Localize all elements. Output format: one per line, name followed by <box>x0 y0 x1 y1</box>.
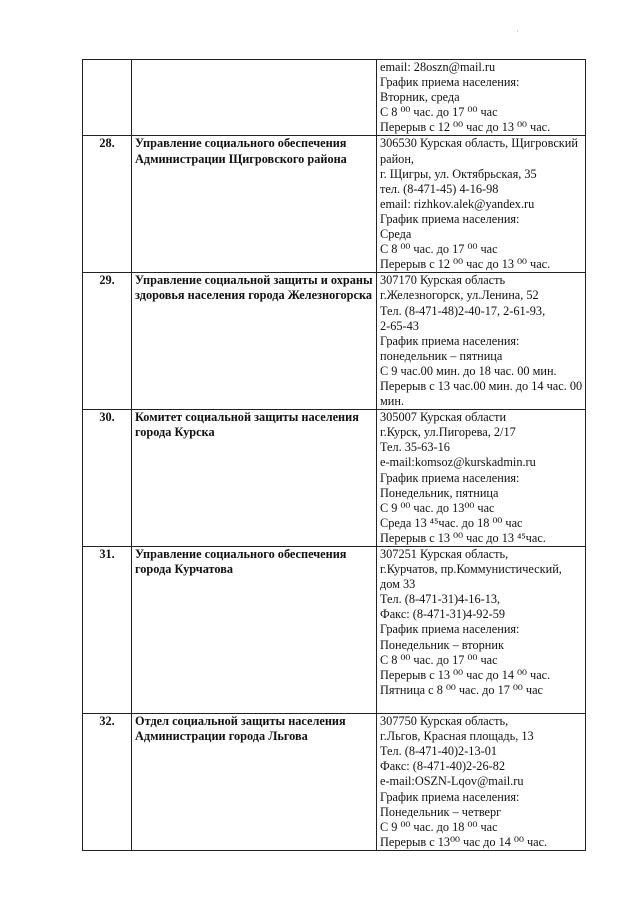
detail-line: График приема населения: <box>380 622 520 637</box>
organization-name: Управление социального обеспечения Администрации Щигровского района <box>132 136 377 273</box>
contact-details <box>377 547 586 714</box>
organization-name: Отдел социальной защиты населения Администрации города Льгова <box>132 714 377 851</box>
detail-line: С 8 ⁰⁰ час. до 17 ⁰⁰ час <box>380 652 498 667</box>
detail-line: 307750 Курская область, <box>380 714 509 729</box>
organization-name: Управление социальной защиты и охраны здоровья населения города Железногорска <box>132 273 377 410</box>
detail-line: email: 28oszn@mail.ru <box>380 60 496 74</box>
organization-name: Комитет социальной защиты населения города Курска <box>132 410 377 547</box>
detail-line: Тел. (8-471-31)4-16-13, <box>380 592 501 607</box>
detail-line: Перерыв с 13 ⁰⁰ час до 14 ⁰⁰ час. <box>380 667 551 682</box>
contact-details <box>377 410 586 547</box>
detail-line: email: rizhkov.alek@yandex.ru <box>380 196 535 211</box>
table-row <box>83 714 586 851</box>
detail-line: г.Курск, ул.Пигорева, 2/17 <box>380 425 516 440</box>
detail-line: Среда 13 ⁴⁵час. до 18 ⁰⁰ час <box>380 515 523 530</box>
detail-line: С 8 ⁰⁰ час. до 17 ⁰⁰ час <box>380 105 498 120</box>
contact-details <box>377 714 586 851</box>
detail-line: г.Курчатов, пр.Коммунистический, <box>380 562 562 577</box>
table-row <box>83 547 586 714</box>
detail-line: e-mail:komsoz@kurskadmin.ru <box>380 455 536 470</box>
organization-name <box>132 60 377 136</box>
detail-line: район, <box>380 151 414 166</box>
detail-line: С 9 ⁰⁰ час. до 18 ⁰⁰ час <box>380 819 498 834</box>
row-number: 32. <box>83 714 132 851</box>
table-row <box>83 410 586 547</box>
detail-line: мин. <box>380 394 405 409</box>
detail-line: Среда <box>380 227 412 242</box>
detail-line: Перерыв с 13 час.00 мин. до 14 час. 00 <box>380 378 583 393</box>
detail-line: Понедельник, пятница <box>380 485 499 500</box>
detail-line: 307251 Курская область, <box>380 547 509 561</box>
detail-line: Тел. (8-471-48)2-40-17, 2-61-93, <box>380 303 546 318</box>
detail-line: График приема населения: <box>380 470 520 485</box>
detail-line: Перерыв с 13⁰⁰ час до 14 ⁰⁰ час. <box>380 834 548 849</box>
detail-line <box>380 698 582 713</box>
contact-details <box>377 136 586 273</box>
detail-line: 306530 Курская область, Щигровский <box>380 136 578 151</box>
detail-line: 307170 Курская область <box>380 273 506 288</box>
detail-line: Понедельник – четверг <box>380 804 502 819</box>
detail-line: Перерыв с 12 ⁰⁰ час до 13 ⁰⁰ час. <box>380 257 551 272</box>
row-number: 29. <box>83 273 132 410</box>
row-number: 28. <box>83 136 132 273</box>
detail-line: С 8 ⁰⁰ час. до 17 ⁰⁰ час <box>380 242 498 257</box>
detail-line: e-mail:OSZN-Lqov@mail.ru <box>380 774 524 789</box>
detail-line: Понедельник – вторник <box>380 637 504 652</box>
row-number: 31. <box>83 547 132 714</box>
detail-line: Факс: (8-471-31)4-92-59 <box>380 607 505 622</box>
organization-name: Управление социального обеспечения города Курчатова <box>132 547 377 714</box>
table-row <box>83 60 586 136</box>
detail-line: С 9 час.00 мин. до 18 час. 00 мин. <box>380 363 557 378</box>
detail-line: График приема населения: <box>380 211 520 226</box>
detail-line: Пятница с 8 ⁰⁰ час. до 17 ⁰⁰ час <box>380 682 544 697</box>
detail-line: Перерыв с 13 ⁰⁰ час до 13 ⁴⁵час. <box>380 530 546 545</box>
contact-details <box>377 273 586 410</box>
detail-line: дом 33 <box>380 577 416 592</box>
table-row <box>83 136 586 273</box>
detail-line: Вторник, среда <box>380 90 460 105</box>
detail-line: График приема населения: <box>380 333 520 348</box>
social-services-table <box>82 59 586 851</box>
row-number: 30. <box>83 410 132 547</box>
row-number <box>83 60 132 136</box>
detail-line: г. Щигры, ул. Октябрьская, 35 <box>380 166 537 181</box>
table-row <box>83 273 586 410</box>
detail-line: График приема населения: <box>380 789 520 804</box>
detail-line: Факс: (8-471-40)2-26-82 <box>380 759 505 774</box>
detail-line: Перерыв с 12 ⁰⁰ час до 13 ⁰⁰ час. <box>380 120 551 135</box>
detail-line: г.Льгов, Красная площадь, 13 <box>380 729 534 744</box>
detail-line: тел. (8-471-45) 4-16-98 <box>380 181 499 196</box>
detail-line: г.Железногорск, ул.Ленина, 52 <box>380 288 539 303</box>
scan-mark: · <box>516 26 519 36</box>
detail-line: График приема населения: <box>380 75 520 90</box>
detail-line: 2-65-43 <box>380 318 419 333</box>
detail-line: 305007 Курская области <box>380 410 507 425</box>
detail-line: Тел. (8-471-40)2-13-01 <box>380 744 497 759</box>
table-body <box>83 60 586 851</box>
contact-details <box>377 60 586 136</box>
detail-line: Тел. 35-63-16 <box>380 440 450 455</box>
detail-line: С 9 ⁰⁰ час. до 13⁰⁰ час <box>380 500 495 515</box>
detail-line: понедельник – пятница <box>380 348 503 363</box>
